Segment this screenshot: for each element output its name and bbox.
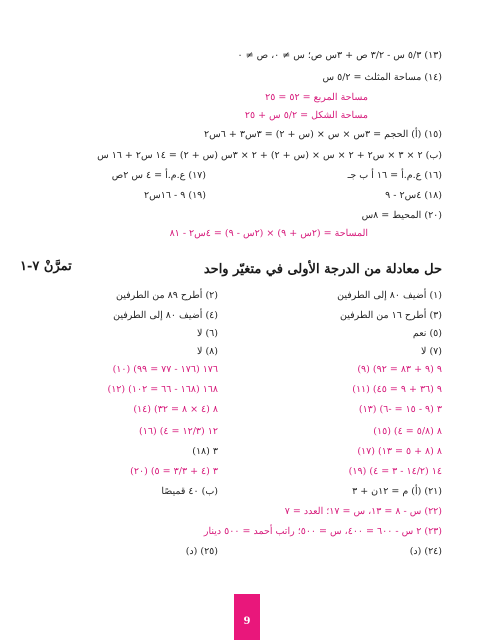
answer-17: (١٧) ع.م.أ = ٤ س ٢ص — [111, 170, 206, 181]
answer-20-area: المساحة = (٢س + ٩) × (٢س - ٩) = ٤س٢ - ٨١ — [169, 228, 368, 239]
answer-14-shape: مساحة الشكل = ٥/٢ س + ٢٥ — [244, 110, 368, 121]
answer-2: (٢) أطرح ٨٩ من الطرفين — [116, 290, 218, 301]
answer-7: (٧) لا — [421, 346, 442, 357]
page-number-tab — [234, 594, 260, 640]
page-number: 9 — [243, 616, 251, 627]
answer-17b: (١٧) ٨ (٨ + ٥ = ١٣) — [357, 446, 442, 457]
answer-9: (٩) ٩ (٩ + ٨٣ = ٩٢) — [357, 364, 442, 375]
answer-10: (١٠) ١٧٦ (١٧٦ - ٧٧ = ٩٩) — [112, 364, 218, 375]
answer-11: (١١) ٩ (٣٦ + ٩ = ٤٥) — [352, 384, 442, 395]
answer-23: (٢٣) ٢ س - ٦٠٠ = ٤٠٠، س = ٥٠٠؛ راتب أحمد = ٥٠٠ دينار — [203, 526, 442, 537]
answer-14-square: مساحة المربع = ٥٢ = ٢٥ — [265, 92, 368, 103]
answer-15: (١٥) ٨ (٥/٨ = ٤) — [373, 426, 442, 437]
answer-22: (٢٢) س - ٨ = ١٣، س = ١٧؛ العدد = ٧ — [284, 506, 442, 517]
answer-18: (١٨) ٤س٢ - ٩ — [385, 190, 442, 201]
answer-19: (١٩) ٩ - ١٦س٢ — [144, 190, 206, 201]
answer-13: (١٣) ٥/٣ س - ٣/٢ ص + ٣س ص؛ س ≠ ٠، ص ≠ ٠ — [237, 50, 442, 61]
answer-14b: (١٤) ٨ (٤ × ٨ = ٣٢) — [133, 404, 218, 415]
answer-15b: (ب) ٢ × ٣ × س٢ + ٢ × س × (س + ٢) + ٢ × ٣س (س + ٢) = ١٤ س٢ + ١٦ س — [97, 150, 442, 161]
answer-25: (٢٥) (د) — [185, 546, 218, 557]
answer-20: (٢٠) المحيط = ٨س — [361, 210, 442, 221]
answer-13b: (١٣) ٣ (٩ - ١٥ = -٦) — [358, 404, 442, 415]
answer-6: (٦) لا — [197, 328, 218, 339]
answer-16: (١٦) ع.م.أ = ١٦ أ ب جـ — [347, 170, 442, 181]
answer-4: (٤) أضيف ٨٠ إلى الطرفين — [113, 310, 218, 321]
exercise-number: تمرَّنْ ٧-١ — [20, 259, 72, 274]
answer-3: (٣) أطرح ١٦ من الطرفين — [340, 310, 442, 321]
answer-1: (١) أضيف ٨٠ إلى الطرفين — [337, 290, 442, 301]
answer-21a: (٢١) (أ) م = ١٢ن + ٣ — [352, 486, 442, 497]
answer-16b: (١٦) ١٢ (١٢/٣ = ٤) — [139, 426, 218, 437]
answer-24: (٢٤) (د) — [409, 546, 442, 557]
answer-15a: (١٥) (أ) الحجم = ٣س × س × (س + ٢) = ٣س٣ + ٦س٢ — [204, 129, 442, 140]
answer-14: (١٤) مساحة المثلث = ٥/٢ س — [322, 72, 442, 83]
answer-19b: (١٩) ١٤ (١٤/٢ - ٣ = ٤) — [348, 466, 442, 477]
answer-21b: (ب) ٤٠ قميصًا — [161, 486, 218, 497]
answer-18b: (١٨) ٣ — [192, 446, 218, 457]
answer-5: (٥) نعم — [412, 328, 442, 339]
answer-20b: (٢٠) ٣ (٤ + ٣/٣ = ٥) — [130, 466, 218, 477]
section-title: حل معادلة من الدرجة الأولى في متغيّر واحد — [203, 262, 442, 277]
answer-8: (٨) لا — [197, 346, 218, 357]
answer-12: (١٢) ١٦٨ (١٦٨ - ٦٦ = ١٠٢) — [107, 384, 218, 395]
